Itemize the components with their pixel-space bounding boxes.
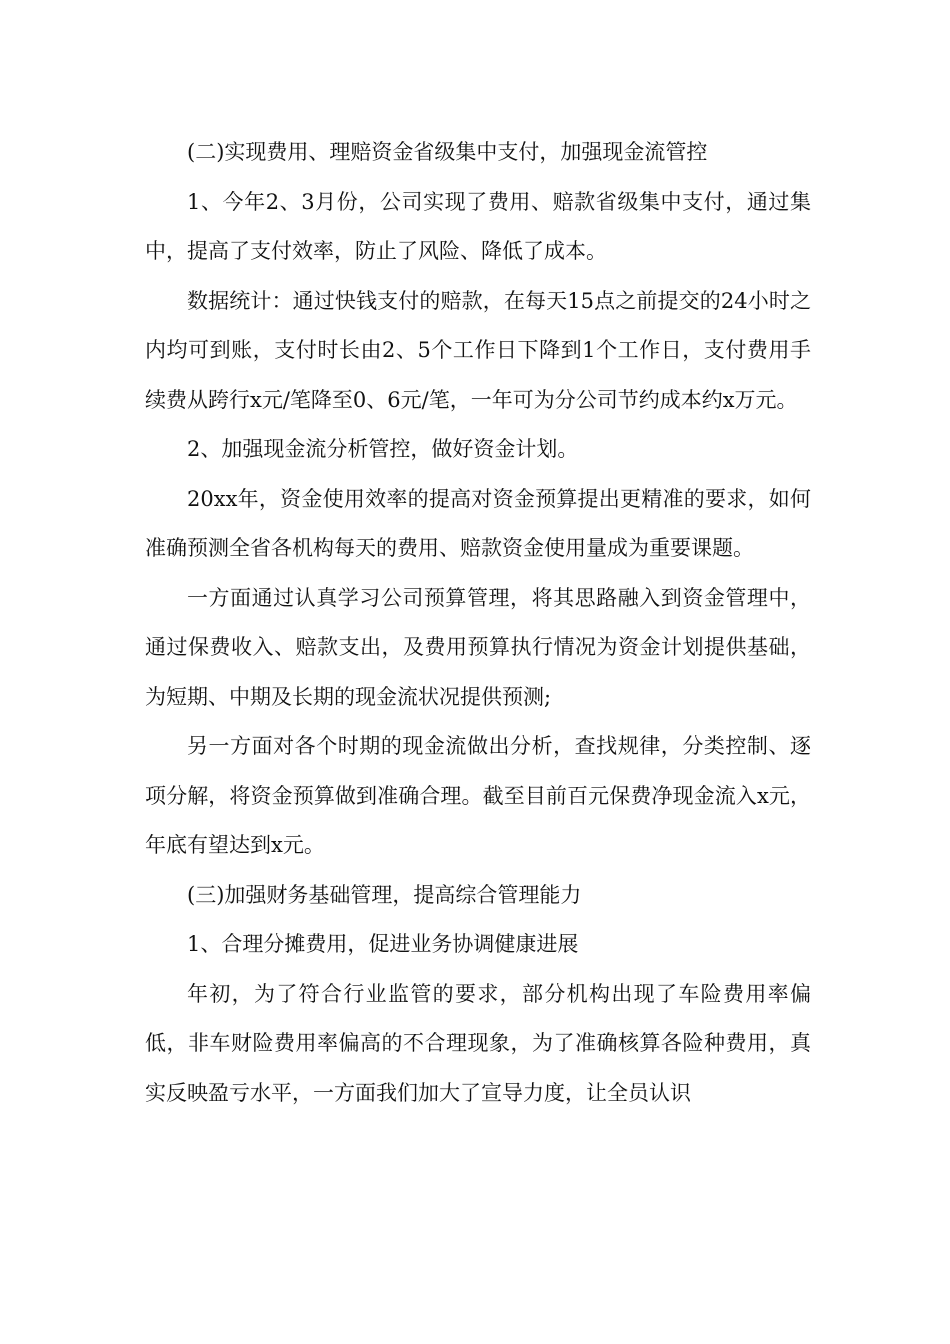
paragraph-cost-allocation: 年初，为了符合行业监管的要求，部分机构出现了车险费用率偏低，非车财险费用率偏高的不合理现象，为了准确核算各险种费用，真实反映盈亏水平，一方面我们加大了宣导力度，让全员认识 (145, 981, 811, 1105)
subheading-cashflow-control: 2、加强现金流分析管控，做好资金计划。 (187, 437, 579, 461)
paragraph-budget-management: 一方面通过认真学习公司预算管理，将其思路融入到资金管理中，通过保费收入、赔款支出，及费用预算执行情况为资金计划提供基础，为短期、中期及长期的现金流状况提供预测; (145, 585, 811, 709)
paragraph-budget-requirements: 20xx年，资金使用效率的提高对资金预算提出更精准的要求，如何准确预测全省各机构每天的费用、赔款资金使用量成为重要课题。 (145, 486, 811, 560)
document-body (145, 128, 811, 1118)
paragraph-centralized-payment: 1、今年2、3月份，公司实现了费用、赔款省级集中支付，通过集中，提高了支付效率，防止了风险、降低了成本。 (145, 189, 811, 263)
subheading-cost-allocation: 1、合理分摊费用，促进业务协调健康进展 (187, 932, 579, 956)
paragraph-data-statistics: 数据统计：通过快钱支付的赔款，在每天15点之前提交的24小时之内均可到账，支付时长由2、5个工作日下降到1个工作日，支付费用手续费从跨行x元/笔降至0、6元/笔，一年可为分公司节约成本约x万元。 (145, 288, 811, 412)
paragraph-cashflow-analysis: 另一方面对各个时期的现金流做出分析，查找规律，分类控制、逐项分解，将资金预算做到准确合理。截至目前百元保费净现金流入x元，年底有望达到x元。 (145, 734, 811, 857)
section-heading-3: (三)加强财务基础管理，提高综合管理能力 (187, 882, 582, 907)
section-heading-2: (二)实现费用、理赔资金省级集中支付，加强现金流管控 (187, 140, 708, 164)
